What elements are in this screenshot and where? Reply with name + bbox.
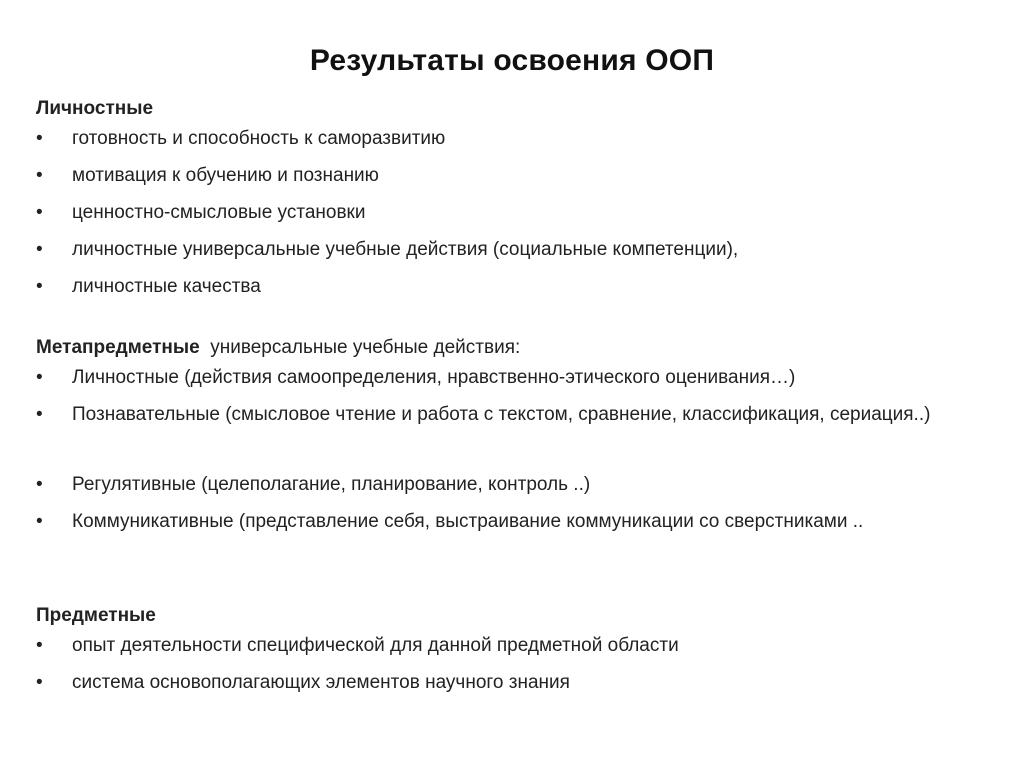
bullet-icon: • (36, 202, 43, 223)
subject-list (36, 629, 996, 703)
section-heading-subject: Предметные (36, 605, 156, 626)
list-item (36, 361, 996, 398)
list-item-text: система основополагающих элементов научного знания (72, 672, 570, 693)
section-heading-meta (36, 335, 996, 361)
personal-list (36, 122, 996, 307)
section-spacer (36, 307, 996, 335)
list-item-text: мотивация к обучению и познанию (72, 165, 379, 186)
bullet-icon: • (36, 672, 43, 693)
section-spacer (36, 575, 996, 603)
list-item (36, 629, 996, 666)
bullet-icon: • (36, 635, 43, 656)
bullet-icon: • (36, 404, 43, 425)
bullet-icon: • (36, 276, 43, 297)
section-heading-personal: Личностные (36, 98, 154, 119)
bullet-icon: • (36, 239, 43, 260)
list-item (36, 468, 996, 505)
list-item-text: готовность и способность к саморазвитию (72, 128, 446, 149)
list-item (36, 398, 996, 468)
slide-title: Результаты освоения ООП (309, 44, 715, 77)
list-item-text: Личностные (действия самоопределения, нравственно-этического оценивания…) (72, 367, 796, 388)
list-item (36, 159, 996, 196)
list-item (36, 505, 996, 575)
list-item (36, 233, 996, 270)
bullet-icon: • (36, 511, 43, 532)
bullet-icon: • (36, 128, 43, 149)
list-item-text: личностные универсальные учебные действия (социальные компетенции), (72, 239, 739, 260)
meta-heading: Метапредметные (36, 337, 200, 358)
list-item-text: Познавательные (смысловое чтение и работа с текстом, сравнение, классификация, сериация..) (72, 404, 931, 425)
list-item (36, 122, 996, 159)
list-item-text: Коммуникативные (представление себя, выстраивание коммуникации со сверстниками .. (72, 511, 864, 532)
list-item-text: ценностно-смысловые установки (72, 202, 366, 223)
list-item-text: Регулятивные (целеполагание, планирование, контроль ..) (72, 474, 591, 495)
list-item (36, 666, 996, 703)
list-item-text: опыт деятельности специфической для данной предметной области (72, 635, 679, 656)
meta-subheading: универсальные учебные действия: (210, 337, 521, 358)
list-item-text: личностные качества (72, 276, 261, 297)
list-item (36, 270, 996, 307)
bullet-icon: • (36, 367, 43, 388)
meta-list (36, 361, 996, 575)
bullet-icon: • (36, 474, 43, 495)
bullet-icon: • (36, 165, 43, 186)
list-item (36, 196, 996, 233)
slide-content (36, 96, 996, 703)
